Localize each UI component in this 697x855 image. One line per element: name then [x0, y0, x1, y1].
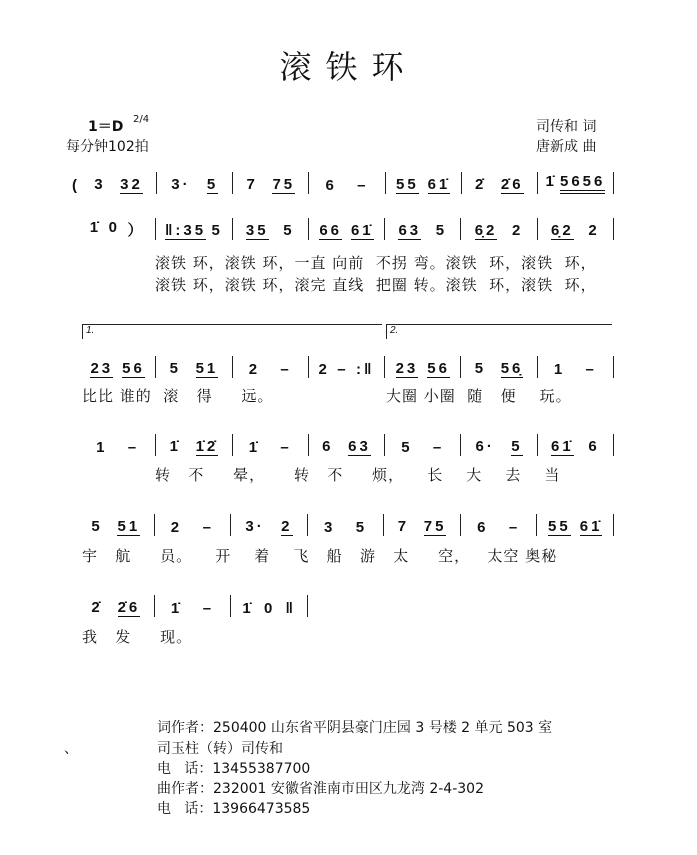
note: 2 — [588, 222, 600, 239]
stray-mark: 、 — [64, 741, 78, 757]
footer-line: 词作者：250400 山东省平阴县豪门庄园 3 号楼 2 单元 503 室 — [157, 720, 553, 736]
measure — [80, 219, 155, 240]
measure — [538, 438, 613, 456]
measure — [78, 599, 154, 617]
note: 51 — [195, 360, 219, 377]
notation-row-6 — [78, 593, 308, 617]
barline — [613, 434, 614, 456]
note: 61̇ — [579, 518, 603, 535]
measure — [155, 519, 231, 536]
measure — [462, 176, 537, 194]
note: 2 — [318, 361, 330, 378]
measure — [385, 222, 460, 240]
note: 6 — [325, 177, 337, 194]
barline — [613, 172, 614, 194]
note: 5 — [401, 439, 413, 456]
note: 6· — [475, 438, 495, 455]
note: 55 — [396, 176, 419, 193]
notation-row-1 — [68, 170, 614, 194]
note: 5 — [435, 222, 448, 239]
note: 32 — [120, 176, 143, 193]
footer-line: 曲作者：232001 安徽省淮南市田区九龙湾 2-4-302 — [157, 781, 484, 797]
lyrics-row-5: 宇 航 员。 开 着 飞 船 游 太 空， 太空 奥秘 — [82, 547, 558, 565]
note: 63 — [398, 222, 422, 239]
measure — [80, 360, 155, 378]
note: 51 — [117, 518, 141, 535]
volta-second: 2. — [386, 324, 612, 339]
note: 1 — [553, 361, 566, 378]
note: 5 — [511, 438, 523, 455]
song-title: 滚铁环 — [279, 48, 418, 86]
note: – — [280, 361, 292, 378]
note: – — [585, 361, 597, 378]
measure — [157, 176, 232, 194]
note: 61̇ — [427, 176, 451, 193]
footer-line: 司玉柱（转）司传和 — [157, 741, 283, 757]
note: 3· — [245, 518, 265, 535]
measure — [538, 222, 613, 240]
note: 2̇ — [91, 599, 103, 616]
note: 2̇6 — [500, 176, 524, 193]
note: 63 — [348, 438, 371, 455]
note: 6 — [322, 438, 334, 455]
note: – — [432, 439, 445, 456]
note: 6̣2 — [474, 222, 498, 239]
measure — [308, 519, 384, 536]
note: 75 — [272, 176, 296, 193]
note: 2̇6 — [117, 599, 141, 616]
note: 56 — [122, 360, 145, 377]
lyrics-verse-2: 滚铁 环，滚铁 环，滚完 直线 把圈 转。滚铁 环，滚铁 环， — [155, 276, 597, 294]
measure — [538, 361, 613, 378]
note: 0 — [263, 600, 276, 617]
lyrics-row-6: 我 发 现。 — [82, 628, 193, 646]
note: 55 — [548, 518, 571, 535]
note: 3· — [171, 176, 191, 193]
tempo: 每分钟102拍 — [66, 139, 149, 155]
note: 5656 — [560, 173, 605, 194]
note: 1̇ — [169, 438, 181, 455]
notation-row-5 — [78, 512, 614, 536]
measure — [155, 600, 231, 617]
measure — [156, 222, 231, 240]
notation-row-3 — [80, 354, 614, 378]
measure — [233, 222, 308, 240]
note: 6 — [477, 519, 489, 536]
note: 1 — [96, 439, 108, 456]
measure — [233, 361, 308, 378]
note: 56 — [427, 360, 450, 377]
note: – — [357, 177, 369, 194]
measure — [538, 173, 613, 194]
note: 56̣ — [500, 360, 524, 377]
notation-row-4 — [80, 432, 614, 456]
note: – — [202, 519, 214, 536]
note: 5 — [91, 518, 103, 535]
note: 3 — [94, 176, 106, 193]
note: 23 — [90, 360, 114, 377]
measure — [81, 176, 156, 194]
barline — [307, 595, 308, 617]
note: 2 — [281, 518, 293, 535]
measure — [384, 518, 460, 536]
note: 75 — [423, 518, 447, 535]
measure — [461, 438, 536, 456]
note: 1̇ — [89, 219, 102, 236]
note: :‖ — [355, 361, 375, 378]
lyricist: 司传和 词 — [536, 119, 597, 135]
measure — [233, 439, 308, 456]
notation-row-2 — [80, 216, 614, 240]
note: – — [337, 361, 349, 378]
note: 35 — [245, 222, 269, 239]
measure — [156, 360, 231, 378]
lyrics-verse-1: 滚铁 环，滚铁 环，一直 向前 不拐 弯。滚铁 环，滚铁 环， — [155, 254, 597, 272]
note: 1̇ — [170, 600, 183, 617]
measure — [385, 360, 460, 378]
note: 7 — [246, 176, 258, 193]
note: 5 — [206, 176, 219, 193]
measure — [461, 360, 536, 378]
note: 5 — [283, 222, 295, 239]
lyrics-row-4: 转 不 晕， 转 不 烦， 长 大 去 当 — [155, 466, 561, 484]
measure — [231, 600, 307, 617]
measure — [156, 438, 231, 456]
note: 3 — [323, 519, 336, 536]
footer-line: 电 话：13455387700 — [157, 761, 311, 777]
measure — [233, 176, 308, 194]
volta-first: 1. — [82, 324, 382, 339]
note: 0 — [108, 219, 120, 236]
note: ‖ — [285, 600, 296, 617]
note: 7 — [397, 518, 410, 535]
measure — [309, 177, 384, 194]
footer-line: 电 话：13966473585 — [157, 801, 311, 817]
note: 6 — [588, 438, 600, 455]
note: 61̇ — [350, 222, 374, 239]
note: 23 — [395, 360, 419, 377]
time-signature: 2/4 — [133, 114, 150, 125]
note: – — [508, 519, 521, 536]
barline — [613, 218, 614, 240]
note: 2 — [170, 519, 183, 536]
barline — [613, 356, 614, 378]
measure — [80, 439, 155, 456]
note: – — [127, 439, 140, 456]
note: 1̇ — [545, 173, 557, 190]
note: ） — [127, 222, 146, 239]
measure — [461, 222, 536, 240]
lyrics-row-3b: 大圈 小圈 随 便 玩。 — [386, 387, 572, 405]
note: 2 — [512, 222, 524, 239]
note: 66 — [319, 222, 342, 239]
note: – — [280, 439, 292, 456]
measure — [309, 222, 384, 240]
note: 2 — [248, 361, 261, 378]
note: 61̇ — [551, 438, 574, 455]
note: 1̇ — [242, 600, 254, 617]
measure — [231, 518, 307, 536]
measure — [537, 518, 613, 536]
lyrics-row-3a: 比比 谁的 滚 得 远。 — [82, 387, 274, 405]
measure — [386, 176, 461, 194]
note: ‖:35 — [164, 222, 207, 239]
note: 5 — [355, 519, 368, 536]
note: 5 — [211, 222, 223, 239]
measure — [385, 439, 460, 456]
barline — [613, 514, 614, 536]
composer: 唐新成 曲 — [536, 139, 597, 155]
note: – — [202, 600, 215, 617]
key-signature: 1＝D — [88, 119, 124, 135]
note: 1̇2̇ — [195, 438, 219, 455]
measure — [309, 361, 384, 378]
measure — [78, 518, 154, 536]
note: 2̇ — [474, 176, 487, 193]
note: 5 — [474, 360, 487, 377]
note: 6̣2 — [551, 222, 574, 239]
paren: ( — [72, 177, 77, 194]
note: 5 — [169, 360, 181, 377]
measure — [461, 519, 537, 536]
note: 1̇ — [248, 439, 261, 456]
measure — [309, 438, 384, 456]
